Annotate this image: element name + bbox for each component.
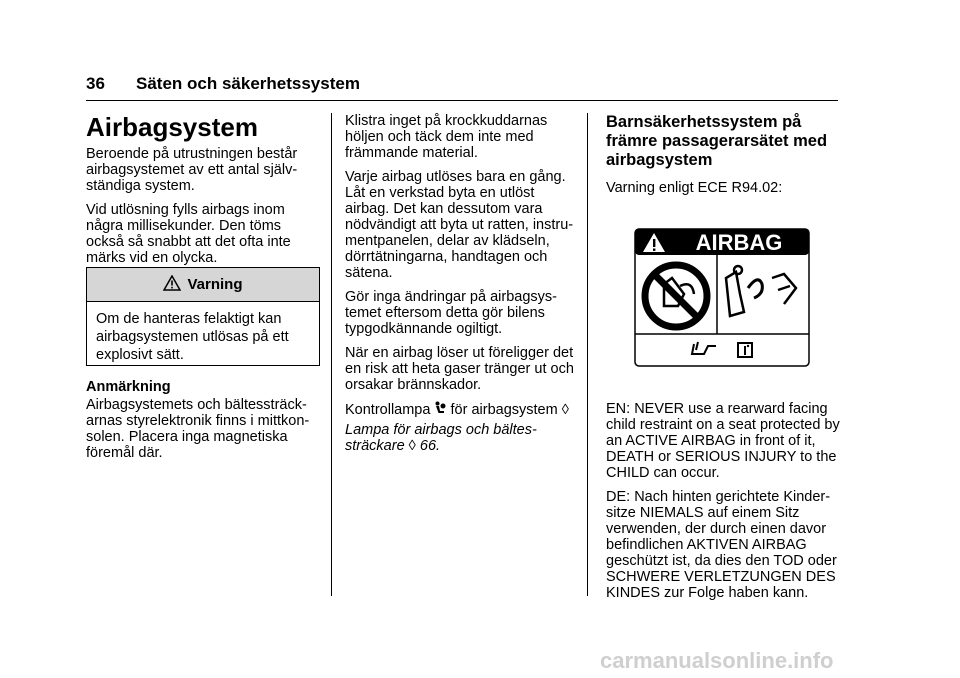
page-header	[86, 70, 838, 101]
airbag-label-graphic	[634, 228, 810, 367]
airbag-label-title: AIRBAG	[695, 230, 783, 255]
column-1	[86, 112, 321, 274]
watermark: carmanualsonline.info	[600, 648, 834, 673]
warning-body: Om de hanteras felaktigt kan airbagsystemen utlösas på ett explosivt sätt.	[96, 311, 289, 363]
paragraph: Vid utlösning fylls airbags inom några millisekunder. Den töms också så snabbt att det ofta inte märks vid en olycka.	[86, 202, 291, 266]
multilingual-warnings	[606, 401, 846, 609]
paragraph: Varje airbag utlöses bara en gång. Låt en verkstad byta en utlöst airbag. Det kan dessutom vara nödvändigt att byta ut ratten, instru- mentpanelen, delar av klädseln, dörrtätningarna, handtagen och sätena.	[345, 169, 574, 281]
column-2	[345, 113, 580, 462]
warning-english: EN: NEVER use a rearward facing child restraint on a seat protected by an ACTIVE AIRBAG in front of it, DEATH or SERIOUS INJURY to the CHILD can occur.	[606, 401, 840, 481]
warning-german: DE: Nach hinten gerichtete Kinder- sitze NIEMALS auf einem Sitz verwenden, der durch einen davor befindlichen AKTIVEN AIRBAG geschützt ist, da dies den TOD oder SCHWERE VERLETZUNGEN DES KINDES zur Folge haben kann.	[606, 489, 837, 601]
section-heading: Barnsäkerhetssystem på främre passagerarsätet med airbagsystem	[606, 113, 828, 169]
page-number: 36	[86, 74, 105, 93]
paragraph: När en airbag löser ut föreligger det en risk att heta gaser tränger ut och orsakar brännskador.	[345, 345, 574, 393]
warning-box	[86, 267, 320, 366]
reference-arrow: ◊	[561, 402, 569, 418]
note-section	[86, 379, 321, 469]
airbag-warning-lamp-icon	[434, 401, 446, 420]
warning-triangle-icon	[163, 275, 181, 295]
warning-header	[87, 268, 319, 302]
cross-reference-link[interactable]: Lampa för airbags och bältes- sträckare ◊ 66.	[345, 422, 537, 454]
paragraph: Airbagsystemets och bältessträck- arnas styrelektronik finns i mittkon- solen. Placera inga magnetiska föremål där.	[86, 397, 310, 461]
airbag-warning-label	[634, 228, 810, 367]
column-divider	[331, 113, 332, 596]
paragraph: Varning enligt ECE R94.02:	[606, 180, 783, 196]
paragraph: Gör inga ändringar på airbagsys- temet eftersom detta gör bilens typgodkännande ogiltigt.	[345, 289, 557, 337]
paragraph: Klistra inget på krockkuddarnas höljen och täck dem inte med främmande material.	[345, 113, 548, 161]
section-heading: Airbagsystem	[86, 112, 258, 142]
warning-title: Varning	[187, 276, 243, 293]
paragraph: Beroende på utrustningen består airbagsystemet av ett antal själv- ständiga system.	[86, 146, 298, 194]
note-heading: Anmärkning	[86, 379, 171, 395]
column-3	[606, 113, 841, 204]
column-divider	[587, 113, 588, 596]
paragraph: Kontrollampa för airbagsystem ◊	[345, 402, 569, 418]
chapter-title: Säten och säkerhetssystem	[136, 74, 360, 93]
